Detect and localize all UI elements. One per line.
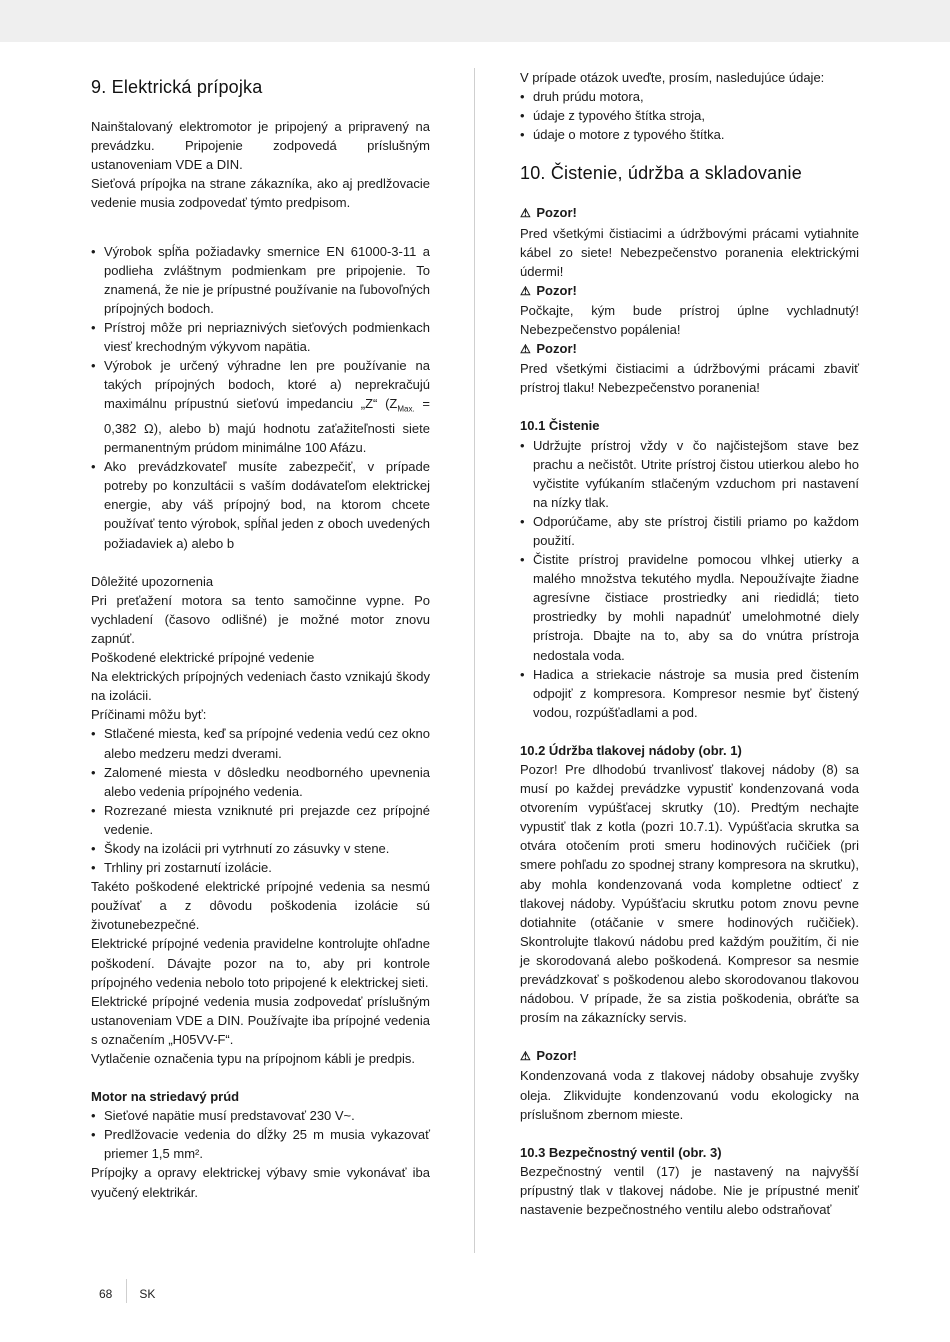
warning-2-title: ⚠ Pozor!: [520, 282, 577, 298]
warning-4-text: Kondenzovaná voda z tlakovej nádoby obsahuje zvyšky oleja. Zlikvidujte kondenzovanú vodu ekologicky na príslušnom zbernom mieste.: [520, 1068, 859, 1122]
warning-2-text: Počkajte, kým bude prístroj úplne vychladnutý! Nebezpečenstvo popálenia!: [520, 302, 859, 338]
warning-3-text: Pred všetkými čistiacimi a údržbovými prácami zbaviť prístroj tlaku! Nebezpečenstvo poranenia!: [520, 361, 859, 396]
warning-triangle-icon: ⚠: [520, 342, 531, 357]
list-item: • Výrobok spĺňa požiadavky smernice EN 61000-3-11 a podlieha zvláštnym podmienkam pre pripojenie. To znamená, že nie je prípustné používanie na ľubovoľných prípojných bodoch.: [91, 242, 430, 318]
warning-triangle-icon: ⚠: [520, 283, 531, 298]
notes-text: Pri preťažení motora sa tento samočinne vypne. Po vychladení (časovo odlišné) je možné motor znovu zapnúť.: [91, 592, 430, 646]
questions-list: [520, 87, 859, 144]
page-number: 68: [99, 1287, 113, 1302]
list-item: • Predlžovacie vedenia do dĺžky 25 m musia vykazovať priemer 1,5 mm².: [91, 1125, 430, 1163]
warning-4-title: ⚠ Pozor!: [520, 1048, 577, 1064]
list-item: • Čistite prístroj pravidelne pomocou vlhkej utierky a malého množstva tekutého mydla. Nepoužívajte žiadne agresívne čistiace prostriedky ani riedidlá; tieto prostriedky by mohli napadnúť umelohmotné diely prístroja. Dbajte na to, aby sa do vnútra prístroja nedostala voda.: [520, 550, 859, 665]
list-item: • Odporúčame, aby ste prístroj čistili priamo po každom použití.: [520, 512, 859, 550]
paragraph: Vytlačenie označenia typu na prípojnom kábli je predpis.: [91, 1051, 415, 1066]
list-item: • Stlačené miesta, keď sa prípojné vedenia vedú cez okno alebo medzeru medzi dverami.: [91, 724, 430, 762]
section-10-2-text: Pozor! Pre dlhodobú trvanlivosť tlakovej nádoby (8) sa musí po každej prevádzke vypustiť kondenzovaná voda otvorením vypúšťacej skrutky (10). Predtým nechajte vypustiť tlak z kotla (pozri 10.7.1). Vypúšťacia skrutka sa otvára otočením proti smeru hodinových ručičiek (pri smere pohľadu zo spodnej strany kompresora na skrutku), aby mohla kondenzovaná voda kompletne odtiecť z tlakovej nádoby. Vypúšťaciu skrutku potom znovu pevne dotiahnite (otáčanie v smere hodinových ručičiek). Skontrolujte tlakovú nádobu pred každým použitím, či nie je skorodovaná alebo poškodená. Kompresor sa nesmie prevádzkovať s poškodenou alebo skorodovanou tlakovou nádobou. V prípade, že sa zistia poškodenia, obráťte sa prosím na zákaznícky servis.: [520, 762, 859, 1026]
paragraph: Takéto poškodené elektrické prípojné vedenia sa nesmú používať a z dôvodu poškodenia izolácie sú životunebezpečné.: [91, 879, 430, 933]
top-bar: [0, 0, 950, 42]
right-column: [520, 68, 859, 1219]
list-item: • druh prúdu motora,: [520, 87, 859, 106]
section-10-heading: 10. Čistenie, údržba a skladovanie: [520, 163, 802, 184]
warning-1-text: Pred všetkými čistiacimi a údržbovými prácami vytiahnite kábel zo siete! Nebezpečenstvo poranenia elektrickými údermi!: [520, 225, 859, 279]
section-9-heading: 9. Elektrická prípojka: [91, 77, 263, 97]
left-column: [91, 68, 430, 1202]
language-code: SK: [139, 1287, 156, 1302]
damaged-cable-text: Na elektrických prípojných vedeniach často vznikajú škody na izolácii.: [91, 669, 430, 704]
list-item: • Rozrezané miesta vzniknuté pri prejazde cez prípojné vedenie.: [91, 801, 430, 839]
list-item: • Sieťové napätie musí predstavovať 230 V~.: [91, 1106, 430, 1125]
intro-paragraph-2: Sieťová prípojka na strane zákazníka, ako aj predlžovacie vedenie musia zodpovedať týmto predpisom.: [91, 176, 430, 211]
motor-list: [91, 1106, 430, 1163]
paragraph: Elektrické prípojné vedenia pravidelne kontrolujte ohľadne poškodení. Dávajte pozor na to, aby pri kontrole prípojného vedenia nebolo toto pripojené k elektrickej sieti.: [91, 936, 430, 990]
causes-list: [91, 724, 430, 877]
causes-title: Príčinami môžu byť:: [91, 707, 207, 723]
connection-requirements-list: [91, 242, 430, 553]
warning-triangle-icon: ⚠: [520, 206, 531, 221]
motor-title: Motor na striedavý prúd: [91, 1089, 240, 1105]
list-item: • Prístroj môže pri nepriaznivých sieťových podmienkach viesť krechodným výkyvom napätia.: [91, 318, 430, 356]
motor-text: Prípojky a opravy elektrickej výbavy smie vykonávať iba vyučený elektrikár.: [91, 1165, 430, 1200]
warning-1-title: ⚠ Pozor!: [520, 205, 577, 221]
cleaning-list: [520, 436, 859, 722]
section-10-1-title: 10.1 Čistenie: [520, 418, 600, 434]
list-item: • údaje z typového štítka stroja,: [520, 106, 859, 125]
list-item: • Hadica a striekacie nástroje sa musia pred čistením odpojiť z kompresora. Kompresor nesmie byť čistený vodou, rozpúšťadlami a pod.: [520, 665, 859, 722]
damaged-cable-title: Poškodené elektrické prípojné vedenie: [91, 650, 315, 666]
list-item-impedance: • Výrobok je určený výhradne len pre používanie na takých prípojných bodoch, ktoré a) neprekračujú maximálnu prípustnú sieťovú impedanciu „Z“ ($Z_{Max.} = 0,382$ Ω), alebo b) majú hodnotu zaťažiteľnosti siete permanentným prúdom minimálne 100 Afázu.: [91, 356, 430, 457]
notes-title: Dôležité upozornenia: [91, 573, 214, 589]
intro-paragraph-1: Nainštalovaný elektromotor je pripojený a pripravený na prevádzku. Pripojenie zodpovedá príslušným ustanoveniam VDE a DIN.: [91, 119, 430, 173]
list-item: • Ako prevádzkovateľ musíte zabezpečiť, v prípade potreby po konzultácii s vaším dodávateľom elektrickej energie, aby váš prípojný bod, na ktorom chcete používať tento výrobok, spĺňal jeden z oboch uvedených požiadaviek a) alebo b: [91, 457, 430, 552]
list-item: • Udržujte prístroj vždy v čo najčistejšom stave bez prachu a nečistôt. Utrite prístroj čistou utierkou alebo ho vyčistite vyfúkaním stlačeným vzduchom pri nastavení na nízky tlak.: [520, 436, 859, 512]
section-10-3-title: 10.3 Bezpečnostný ventil (obr. 3): [520, 1144, 722, 1160]
column-divider: [474, 68, 475, 1253]
questions-intro: V prípade otázok uveďte, prosím, nasledujúce údaje:: [520, 70, 825, 85]
section-10-2-title: 10.2 Údržba tlakovej nádoby (obr. 1): [520, 742, 742, 758]
list-item: • údaje o motore z typového štítka.: [520, 125, 859, 144]
section-10-3-text: Bezpečnostný ventil (17) je nastavený na najvyšší prípustný tlak v tlakovej nádobe. Nie je prípustné meniť nastavenie bezpečnostného ventilu alebo odstraňovať: [520, 1163, 859, 1217]
list-item: • Škody na izolácii pri vytrhnutí zo zásuvky v stene.: [91, 839, 430, 858]
list-item: • Zalomené miesta v dôsledku neodborného upevnenia alebo vedenia prípojného vedenia.: [91, 763, 430, 801]
warning-3-title: ⚠ Pozor!: [520, 341, 577, 357]
paragraph: Elektrické prípojné vedenia musia zodpovedať príslušným ustanoveniam VDE a DIN. Používajte iba prípojné vedenia s označením „H05VV-F“.: [91, 993, 430, 1047]
warning-triangle-icon: ⚠: [520, 1049, 531, 1064]
page-footer: [99, 1283, 155, 1307]
list-item: • Trhliny pri zostarnutí izolácie.: [91, 858, 430, 877]
